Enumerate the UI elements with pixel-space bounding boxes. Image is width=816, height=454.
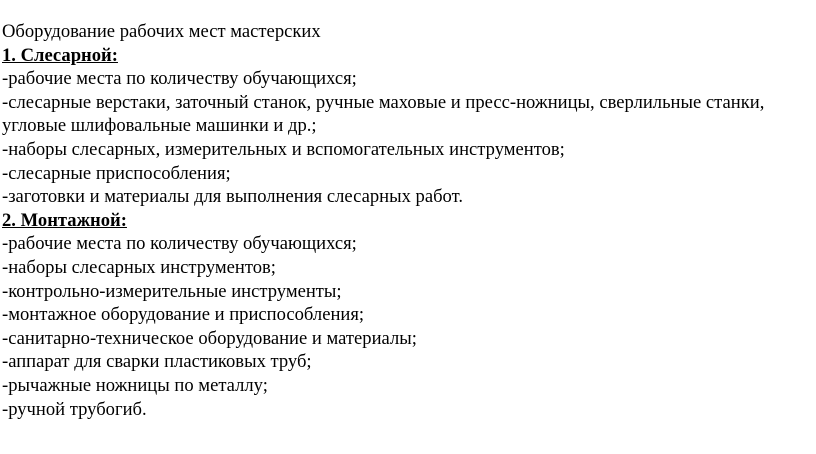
- list-item: -контрольно-измерительные инструменты;: [2, 280, 342, 302]
- section-list-locksmith: [2, 67, 812, 209]
- section-list-assembly: [2, 232, 812, 421]
- document-body: [2, 20, 812, 421]
- list-item: -слесарные верстаки, заточный станок, ручные маховые и пресс-ножницы, сверлильные станки, угловые шлифовальные машинки и др.;: [2, 91, 765, 137]
- list-item: -рычажные ножницы по металлу;: [2, 374, 268, 396]
- list-item: -ручной трубогиб.: [2, 398, 147, 420]
- list-item: -аппарат для сварки пластиковых труб;: [2, 351, 312, 373]
- list-item: -слесарные приспособления;: [2, 162, 231, 184]
- list-item: -наборы слесарных инструментов;: [2, 256, 276, 278]
- list-item: -санитарно-техническое оборудование и материалы;: [2, 327, 417, 349]
- document-title: Оборудование рабочих мест мастерских: [2, 21, 321, 42]
- list-item: -наборы слесарных, измерительных и вспомогательных инструментов;: [2, 138, 565, 160]
- list-item: -заготовки и материалы для выполнения слесарных работ.: [2, 186, 463, 208]
- list-item: -монтажное оборудование и приспособления;: [2, 304, 365, 326]
- section-heading-assembly: 2. Монтажной:: [2, 209, 127, 231]
- section-heading-locksmith: 1. Слесарной:: [2, 44, 118, 66]
- list-item: -рабочие места по количеству обучающихся;: [2, 68, 357, 90]
- list-item: -рабочие места по количеству обучающихся;: [2, 233, 357, 255]
